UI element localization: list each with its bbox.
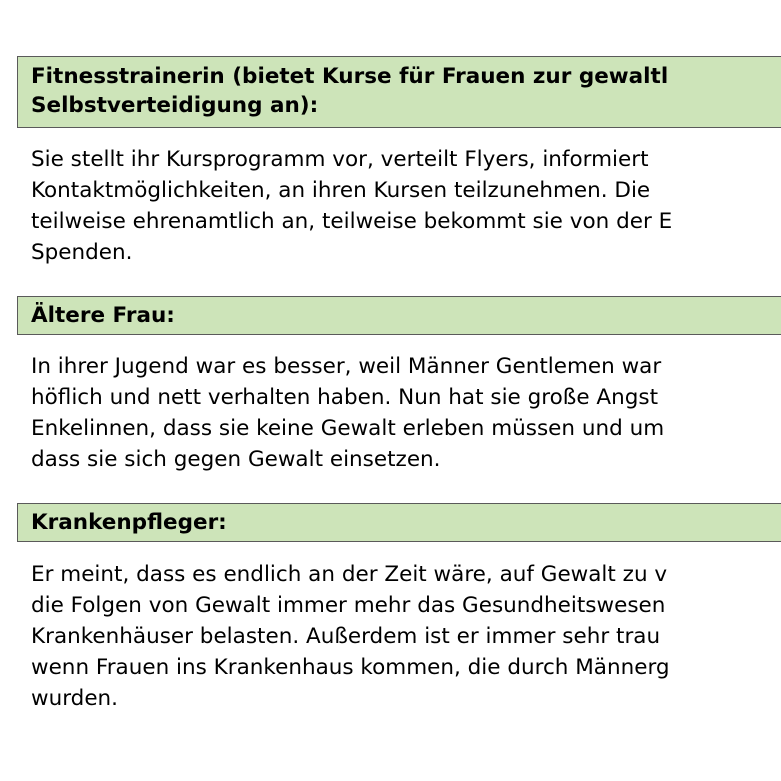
body-line: höflich und nett verhalten haben. Nun hat sie große Angst — [31, 385, 658, 410]
section-header-line: Selbstverteidigung an): — [31, 93, 319, 118]
body-line: dass sie sich gegen Gewalt einsetzen. — [31, 447, 441, 472]
body-line: Krankenhäuser belasten. Außerdem ist er immer sehr trau — [31, 624, 661, 649]
section-header-line: Fitnesstrainerin (bietet Kurse für Frauen zur gewaltl — [31, 64, 669, 89]
body-line: wurden. — [31, 686, 119, 711]
body-line: Spenden. — [31, 240, 133, 265]
body-line: wenn Frauen ins Krankenhaus kommen, die durch Männerg — [31, 655, 670, 680]
section-body-aeltere-frau — [31, 351, 781, 475]
body-line: Enkelinnen, dass sie keine Gewalt erleben müssen und um — [31, 416, 665, 441]
section-body-fitnesstrainerin — [31, 144, 781, 268]
body-line: die Folgen von Gewalt immer mehr das Gesundheitswesen — [31, 593, 666, 618]
section-header-krankenpfleger — [17, 503, 781, 542]
body-line: teilweise ehrenamtlich an, teilweise bekommt sie von der E — [31, 209, 673, 234]
body-line: In ihrer Jugend war es besser, weil Männer Gentlemen war — [31, 354, 662, 379]
section-header-fitnesstrainerin — [17, 56, 781, 128]
body-line: Kontaktmöglichkeiten, an ihren Kursen teilzunehmen. Die — [31, 178, 651, 203]
section-header-line: Krankenpfleger: — [31, 510, 227, 535]
section-header-aeltere-frau — [17, 296, 781, 335]
section-body-krankenpfleger — [31, 559, 781, 714]
section-header-line: Ältere Frau: — [31, 303, 175, 328]
body-line: Sie stellt ihr Kursprogramm vor, verteilt Flyers, informiert — [31, 147, 649, 172]
body-line: Er meint, dass es endlich an der Zeit wäre, auf Gewalt zu v — [31, 562, 668, 587]
